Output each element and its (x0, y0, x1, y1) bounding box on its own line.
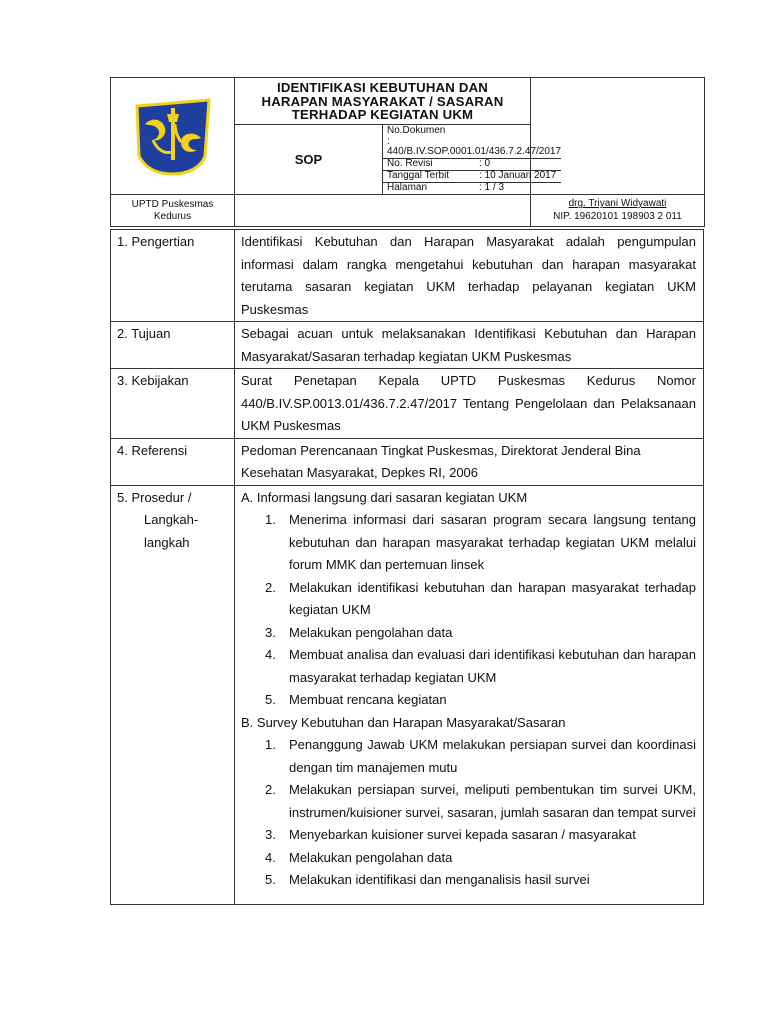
subsection-a-title: A. Informasi langsung dari sasaran kegiatan UKM (241, 489, 528, 505)
step-number: 4. (265, 647, 276, 662)
prosedur-label-line: Langkah- (144, 512, 199, 527)
step-text: Melakukan identifikasi kebutuhan dan harapan masyarakat terhadap kegiatan UKM (289, 579, 696, 617)
title-line: HARAPAN MASYARAKAT / SASARAN (261, 93, 504, 109)
referensi-text: Pedoman Perencanaan Tingkat Puskesmas, Direktorat Jenderal Bina Kesehatan Masyarakat, Depkes RI, 2006 (241, 442, 641, 480)
meta-row (383, 182, 561, 194)
section-content (235, 322, 704, 369)
meta-key: No.Dokumen (387, 125, 446, 136)
meta-value: : 10 Januari 2017 (479, 169, 557, 181)
footer-blank-cell (235, 195, 531, 227)
step-number: 3. (265, 827, 276, 842)
section-row (111, 230, 704, 322)
section-row (111, 322, 704, 369)
step-text: Membuat analisa dan evaluasi dari identifikasi kebutuhan dan harapan masyarakat terhadap kegiatan UKM (289, 647, 696, 685)
sop-label: SOP (235, 125, 383, 195)
step-number: 3. (265, 624, 276, 640)
document-title (235, 78, 531, 125)
section-label: 1. Pengertian (111, 230, 235, 322)
section-content (235, 230, 704, 322)
meta-row (383, 170, 561, 182)
step-number: 2. (265, 782, 276, 797)
meta-key: No. Revisi (387, 157, 433, 169)
list-item (241, 734, 696, 779)
meta-key: Halaman (387, 182, 428, 194)
list-item (241, 622, 696, 645)
subsection-b-title: B. Survey Kebutuhan dan Harapan Masyarakat/Sasaran (241, 714, 566, 730)
step-number: 4. (265, 849, 276, 865)
step-text: Melakukan persiapan survei, meliputi pembentukan tim survei UKM, instrumen/kuisioner survei, sasaran, jumlah sasaran dan tempat survei (289, 782, 696, 820)
organization-name (111, 195, 235, 227)
section-content (235, 438, 704, 485)
document-meta-cell (383, 125, 562, 195)
section-content (235, 369, 704, 439)
surabaya-emblem-logo (131, 94, 215, 178)
section-label: 3. Kebijakan (111, 369, 235, 439)
meta-row (383, 158, 561, 170)
meta-value: : 0 (479, 157, 491, 169)
meta-row (383, 125, 561, 158)
pengertian-text: Identifikasi Kebutuhan dan Harapan Masyarakat adalah pengumpulan informasi dalam rangka mengetahui kebutuhan dan harapan masyarakat terutama sasaran kegiatan UKM terhadap pelayanan kegiatan UKM Puskesmas (241, 234, 696, 317)
signatory-nip: NIP. 19620101 198903 2 011 (553, 210, 682, 222)
step-text: Menyebarkan kuisioner survei kepada sasaran / masyarakat (289, 827, 636, 842)
title-line: TERHADAP KEGIATAN UKM (291, 107, 474, 123)
list-item (241, 577, 696, 622)
step-text: Melakukan pengolahan data (289, 624, 453, 640)
step-number: 5. (265, 872, 276, 887)
section-label: 4. Referensi (111, 438, 235, 485)
step-text: Melakukan pengolahan data (289, 849, 453, 865)
list-item (241, 869, 696, 892)
section-label (111, 485, 235, 904)
document-meta (383, 125, 561, 194)
signatory (531, 195, 705, 227)
org-line: UPTD Puskesmas (131, 198, 214, 210)
org-line: Kedurus (153, 210, 192, 222)
step-text: Penanggung Jawab UKM melakukan persiapan survei dan koordinasi dengan tim manajemen mutu (289, 737, 696, 775)
step-number: 5. (265, 692, 276, 707)
meta-value: : 1 / 3 (479, 182, 505, 194)
list-item (241, 644, 696, 689)
list-item (241, 509, 696, 577)
list-item (241, 824, 696, 847)
spacer (241, 892, 696, 904)
meta-key: Tanggal Terbit (387, 169, 450, 181)
list-item (241, 847, 696, 870)
step-number: 1. (265, 512, 276, 527)
logo-cell (111, 78, 235, 195)
section-row (111, 438, 704, 485)
prosedur-label-line: langkah (144, 534, 190, 550)
subsection-b-steps (241, 734, 696, 892)
section-row (111, 369, 704, 439)
step-number: 2. (265, 579, 276, 595)
document-header (110, 77, 705, 227)
list-item (241, 779, 696, 824)
step-text: Membuat rencana kegiatan (289, 692, 447, 707)
section-label: 2. Tujuan (111, 322, 235, 369)
list-item (241, 689, 696, 712)
subsection-a-steps (241, 509, 696, 712)
meta-value: : 440/B.IV.SOP.0001.01/436.7.2.47/2017 (387, 135, 562, 158)
step-text: Menerima informasi dari sasaran program secara langsung tentang kebutuhan dan harapan masyarakat terhadap kegiatan UKM melalui forum MMK dan pertemuan linsek (289, 512, 696, 572)
sop-content-table (110, 229, 704, 905)
step-number: 1. (265, 737, 276, 752)
title-line: IDENTIFIKASI KEBUTUHAN DAN (276, 80, 489, 96)
section-content (235, 485, 704, 904)
section-row (111, 485, 704, 904)
step-text: Melakukan identifikasi dan menganalisis hasil survei (289, 872, 590, 887)
prosedur-label-line: 5. Prosedur / (117, 489, 192, 505)
tujuan-text: Sebagai acuan untuk melaksanakan Identifikasi Kebutuhan dan Harapan Masyarakat/Sasaran terhadap kegiatan UKM Puskesmas (241, 326, 696, 364)
kebijakan-text: Surat Penetapan Kepala UPTD Puskesmas Kedurus Nomor 440/B.IV.SP.0013.01/436.7.2.47/2017 Tentang Pengelolaan dan Pelaksanaan UKM Puskesmas (241, 373, 696, 433)
signatory-name: drg. Triyani Widyawati (568, 198, 667, 210)
